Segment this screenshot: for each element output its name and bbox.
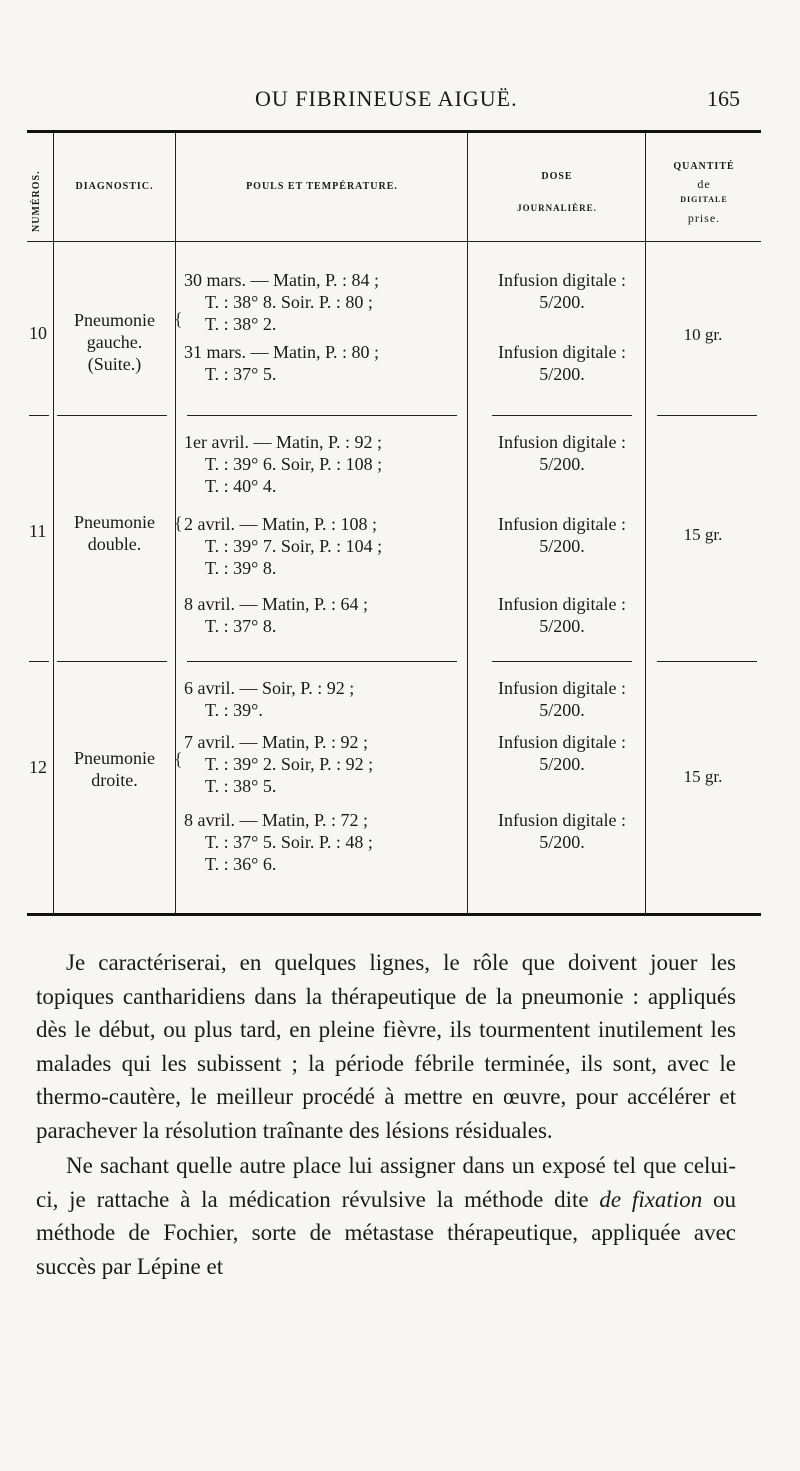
pouls-line: T. : 38° 8. Soir. P. : 80 ; bbox=[205, 292, 373, 312]
header-rule bbox=[27, 241, 761, 242]
dose-line: 5/200. bbox=[539, 364, 585, 384]
dose-line: Infusion digitale : bbox=[498, 432, 626, 452]
running-title: OU FIBRINEUSE AIGUË. bbox=[255, 86, 518, 111]
dose-line: Infusion digitale : bbox=[498, 342, 626, 362]
row-separator bbox=[187, 415, 457, 416]
dose-line: 5/200. bbox=[539, 454, 585, 474]
dose-line: Infusion digitale : bbox=[498, 594, 626, 614]
dose-line: 5/200. bbox=[539, 832, 585, 852]
pouls-line: T. : 40° 4. bbox=[205, 476, 277, 496]
dose-line: 5/200. bbox=[539, 292, 585, 312]
column-rule bbox=[53, 133, 54, 913]
pouls-line: T. : 38° 2. bbox=[205, 314, 277, 334]
row-quantity: 15 gr. bbox=[683, 767, 723, 786]
header-quantity-4: prise. bbox=[687, 211, 721, 225]
row-diagnosis: Pneumonie double. bbox=[74, 512, 155, 554]
pouls-line: T. : 39° 2. Soir, P. : 92 ; bbox=[205, 754, 374, 774]
pouls-line: T. : 39° 7. Soir, P. : 104 ; bbox=[205, 536, 383, 556]
dose-line: Infusion digitale : bbox=[498, 514, 626, 534]
pouls-line: 6 avril. — Soir, P. : 92 ; bbox=[184, 678, 355, 698]
pouls-line: T. : 38° 5. bbox=[205, 776, 277, 796]
pouls-line: T. : 36° 6. bbox=[205, 854, 277, 874]
dose-line: 5/200. bbox=[539, 700, 585, 720]
dose-line: 5/200. bbox=[539, 536, 585, 556]
header-pouls: POULS ET TEMPÉRATURE. bbox=[246, 181, 398, 192]
pouls-line: 31 mars. — Matin, P. : 80 ; bbox=[184, 342, 380, 362]
dose-line: 5/200. bbox=[539, 754, 585, 774]
pouls-line: 8 avril. — Matin, P. : 64 ; bbox=[184, 594, 368, 614]
pouls-line: 7 avril. — Matin, P. : 92 ; bbox=[184, 732, 368, 752]
column-rule bbox=[467, 133, 468, 913]
row-diagnosis: Pneumonie gauche. (Suite.) bbox=[74, 310, 155, 374]
pouls-line: 8 avril. — Matin, P. : 72 ; bbox=[184, 810, 368, 830]
dose-line: Infusion digitale : bbox=[498, 270, 626, 290]
brace-glyph: { bbox=[174, 749, 183, 769]
header-dose-2: JOURNALIÈRE. bbox=[517, 203, 597, 213]
row-separator bbox=[29, 661, 49, 662]
paragraph: Je caractériserai, en quelques lignes, le rôle que doivent jouer les topiques cantharidiens dans la thérapeutique de la pneumonie : appliqués dès le début, ou plus tard, en pleine fièvre, ils tourmentent inutilement les malades qui les subissent ; la période fébrile terminée, ils sont, avec le thermo-cautère, le meilleur procédé à mettre en œuvre, pour accélérer et parachever la résolution traînante des lésions résiduales. bbox=[36, 950, 736, 1143]
pouls-line: T. : 37° 8. bbox=[205, 616, 277, 636]
row-number: 10 bbox=[29, 323, 47, 343]
row-number: 12 bbox=[29, 757, 47, 777]
paragraph: Ne sachant quelle autre place lui assigner dans un exposé tel que celui-ci, je rattache à la médication révulsive la méthode dite de fixation ou méthode de Fochier, sorte de métastase thérapeutique, appliquée avec succès par Lépine et bbox=[36, 1153, 737, 1279]
row-separator bbox=[29, 415, 49, 416]
header-numeros: NUMÉROS. bbox=[31, 170, 42, 232]
body-text bbox=[36, 946, 736, 1283]
pouls-line: 1er avril. — Matin, P. : 92 ; bbox=[184, 432, 382, 452]
row-separator bbox=[657, 415, 757, 416]
row-separator bbox=[57, 415, 167, 416]
pouls-line: T. : 39° 6. Soir, P. : 108 ; bbox=[205, 454, 383, 474]
dose-line: Infusion digitale : bbox=[498, 732, 626, 752]
row-separator bbox=[492, 661, 632, 662]
brace-glyph: { bbox=[174, 513, 183, 533]
pouls-line: T. : 37° 5. Soir. P. : 48 ; bbox=[205, 832, 373, 852]
page-number: 165 bbox=[707, 86, 740, 111]
pouls-line: T. : 39°. bbox=[205, 700, 263, 720]
row-separator bbox=[187, 661, 457, 662]
italic-term: de fixation bbox=[599, 1186, 703, 1212]
row-quantity: 10 gr. bbox=[683, 325, 723, 344]
header-dose-1: DOSE bbox=[541, 171, 573, 182]
row-number: 11 bbox=[29, 521, 47, 541]
header-quantity-1: QUANTITÉ bbox=[673, 161, 735, 172]
pouls-line: T. : 39° 8. bbox=[205, 558, 277, 578]
row-separator bbox=[492, 415, 632, 416]
row-quantity: 15 gr. bbox=[683, 525, 723, 544]
header-quantity-3: DIGITALE bbox=[680, 195, 728, 204]
dose-line: Infusion digitale : bbox=[498, 678, 626, 698]
running-head bbox=[40, 86, 740, 116]
column-rule bbox=[645, 133, 646, 913]
row-separator bbox=[57, 661, 167, 662]
pouls-line: T. : 37° 5. bbox=[205, 364, 277, 384]
pouls-line: 2 avril. — Matin, P. : 108 ; bbox=[184, 514, 377, 534]
header-quantity-2: de bbox=[697, 177, 711, 191]
dose-line: Infusion digitale : bbox=[498, 810, 626, 830]
dose-line: 5/200. bbox=[539, 616, 585, 636]
pouls-line: 30 mars. — Matin, P. : 84 ; bbox=[184, 270, 380, 290]
header-diagnostic: DIAGNOSTIC. bbox=[75, 181, 154, 192]
brace-glyph: { bbox=[174, 309, 183, 329]
digitalis-table bbox=[27, 130, 761, 916]
row-diagnosis: Pneumonie droite. bbox=[74, 748, 155, 790]
row-separator bbox=[657, 661, 757, 662]
